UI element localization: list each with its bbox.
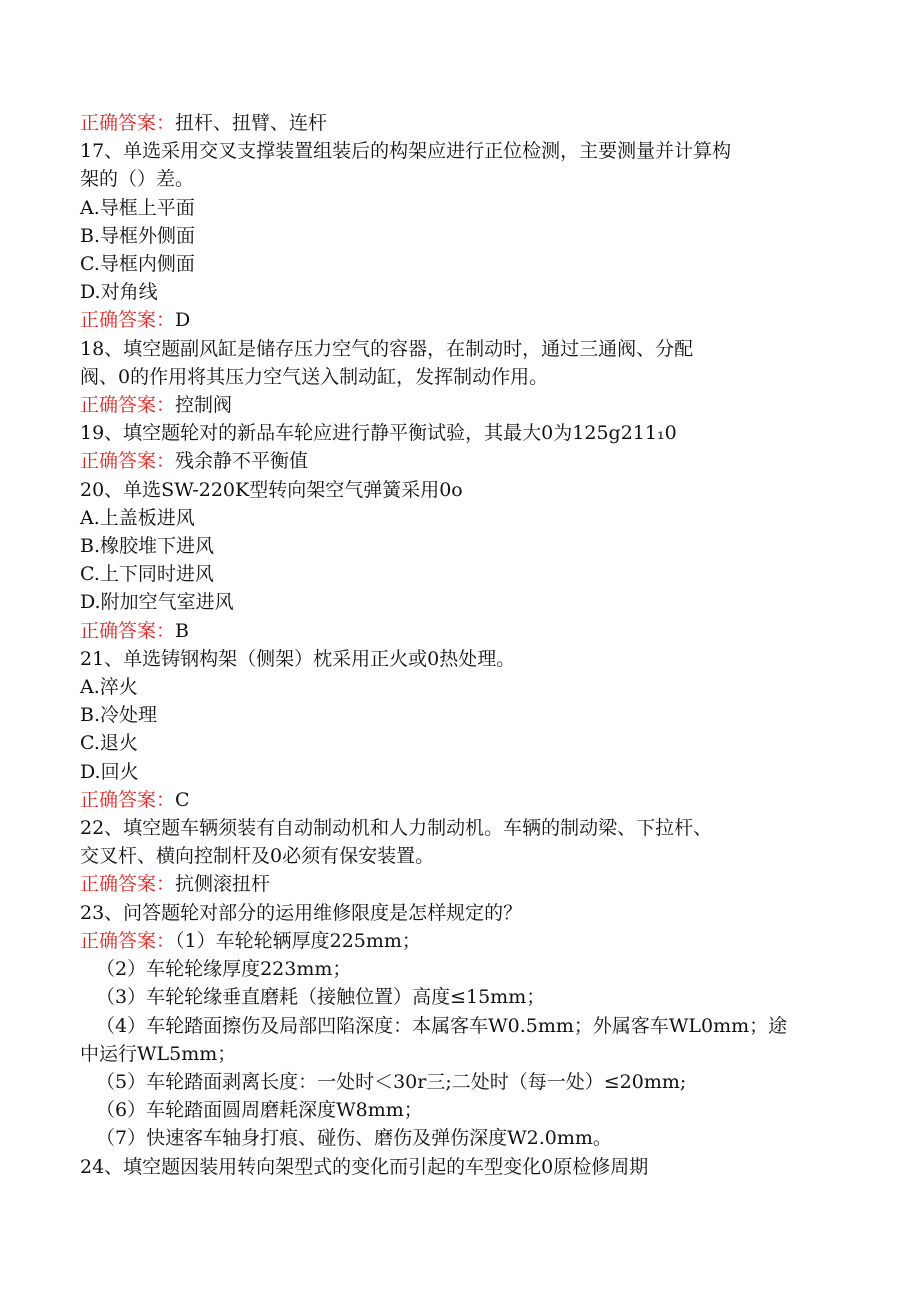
answer-detail-line: （6）车轮踏面圆周磨耗深度W8mm； — [96, 1099, 423, 1122]
answer-text: C — [175, 788, 190, 811]
option-line: D.回火 — [80, 760, 139, 783]
answer-detail-line: 中运行WL5mm； — [80, 1042, 237, 1065]
option-line: B.导框外侧面 — [80, 224, 196, 247]
option-line: B.橡胶堆下进风 — [80, 535, 215, 558]
answer-detail-line: （4）车轮踏面擦伤及局部凹陷深度：本属客车W0.5mm；外属客车WL0mm；途 — [96, 1014, 788, 1037]
answer-text: 扭杆、扭臂、连杆 — [175, 112, 328, 134]
question-line: 21、单选铸钢构架（侧架）枕采用正火或0热处理。 — [80, 647, 516, 670]
answer-label: 正确答案： — [80, 929, 176, 952]
option-line: C.导框内侧面 — [80, 253, 195, 276]
option-line: C.上下同时进风 — [80, 563, 214, 586]
question-line: 23、问答题轮对部分的运用维修限度是怎样规定的？ — [80, 901, 523, 924]
answer-detail-line: （2）车轮轮缘厚度223mm； — [96, 958, 352, 981]
question-line: 19、填空题轮对的新品车轮应进行静平衡试验，其最大0为125g211₁0 — [80, 422, 677, 445]
option-line: A.导框上平面 — [80, 196, 195, 219]
answer-line — [80, 786, 830, 814]
answer-label: 正确答案： — [80, 394, 176, 417]
option-line: B.冷处理 — [80, 704, 158, 727]
answer-label: 正确答案： — [80, 873, 176, 896]
answer-label: 正确答案： — [80, 450, 176, 473]
answer-line — [80, 617, 830, 645]
question-line: 交叉杆、横向控制杆及0必须有保安装置。 — [80, 845, 435, 868]
question-line: 22、填空题车辆须装有自动制动机和人力制动机。车辆的制动梁、下拉杆、 — [80, 817, 713, 840]
answer-line — [80, 306, 830, 334]
answer-label: 正确答案： — [80, 309, 176, 332]
question-line: 阀、0的作用将其压力空气送入制动缸，发挥制动作用。 — [80, 365, 549, 388]
answer-text: 抗侧滚扭杆 — [175, 873, 271, 896]
answer-detail-line: （5）车轮踏面剥离长度：一处时＜30r三;二处时（每一处）≤20mm; — [96, 1070, 687, 1093]
option-line: D.对角线 — [80, 281, 158, 304]
answer-detail-line: （3）车轮轮缘垂直磨耗（接触位置）高度≤15mm； — [96, 986, 546, 1009]
option-line: A.淬火 — [80, 676, 138, 699]
answer-line — [80, 391, 830, 419]
answer-label: 正确答案： — [80, 112, 176, 134]
answer-line — [80, 927, 830, 955]
question-line: 24、填空题因装用转向架型式的变化而引起的车型变化0原检修周期 — [80, 1155, 649, 1178]
answer-label: 正确答案： — [80, 788, 176, 811]
question-line: 架的（）差。 — [80, 168, 195, 191]
answer-label: 正确答案： — [80, 619, 176, 642]
answer-text: 控制阀 — [175, 394, 233, 417]
answer-line — [80, 447, 830, 475]
answer-text: （1）车轮轮辆厚度225mm； — [175, 929, 421, 952]
answer-text: D — [175, 309, 191, 332]
option-line: D.附加空气室进风 — [80, 591, 234, 614]
answer-line — [80, 870, 830, 898]
option-line: A.上盖板进风 — [80, 506, 195, 529]
question-line: 18、填空题副风缸是储存压力空气的容器，在制动时，通过三通阀、分配 — [80, 337, 694, 360]
answer-text: 残余静不平衡值 — [175, 450, 309, 473]
question-line: 20、单选SW-220K型转向架空气弹簧采用0o — [80, 478, 463, 501]
document-page — [80, 109, 830, 1181]
question-line: 17、单选采用交叉支撑装置组装后的构架应进行正位检测，主要测量并计算构 — [80, 140, 732, 163]
option-line: C.退火 — [80, 732, 138, 755]
answer-text: B — [175, 619, 189, 642]
answer-detail-line: （7）快速客车轴身打痕、碰伤、磨伤及弹伤深度W2.0mm。 — [96, 1127, 612, 1150]
answer-line — [80, 109, 830, 137]
